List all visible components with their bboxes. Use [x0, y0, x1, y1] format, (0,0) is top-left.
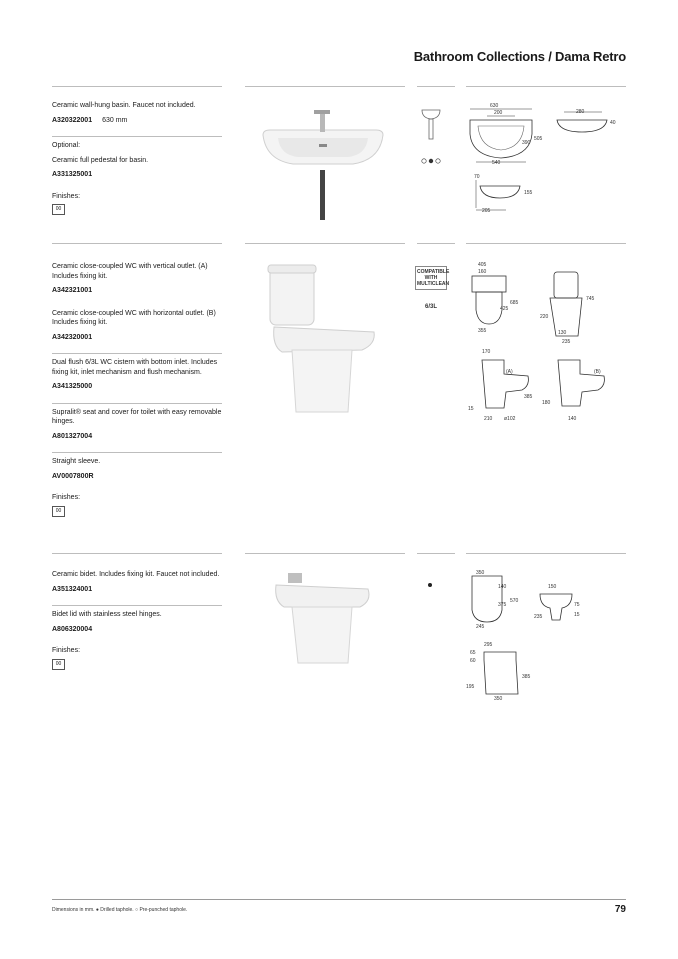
dim-label: 630	[490, 103, 499, 109]
product-code: A341325000	[52, 383, 93, 390]
dim-label: 280	[576, 109, 585, 115]
product-description: Bidet lid with stainless steel hinges.	[52, 611, 162, 618]
product-description: Dual flush 6/3L WC cistern with bottom inlet. Includes fixing kit, inlet mechanism and flush mechanism.	[52, 359, 218, 376]
dim-label: 155	[524, 190, 533, 196]
dim-label: 685	[510, 300, 519, 306]
dim-label: 210	[484, 416, 493, 422]
dim-label: 180	[542, 400, 551, 406]
section-rule	[417, 86, 455, 87]
product-block	[52, 404, 222, 454]
product-dimension: 630 mm	[102, 116, 128, 124]
bidet-photo	[268, 565, 378, 670]
dim-label: 220	[540, 314, 549, 320]
dim-label: 200	[494, 110, 503, 116]
dim-label: 745	[586, 296, 595, 302]
dim-label: 140	[498, 584, 507, 590]
pedestal-icon	[418, 104, 444, 144]
product-code: A342321001	[52, 287, 93, 294]
dim-label: 60	[470, 658, 476, 664]
dim-label: 15	[468, 406, 474, 412]
dim-label: 75	[574, 602, 580, 608]
product-description: Ceramic close-coupled WC with horizontal outlet. (B) Includes fixing kit.	[52, 309, 216, 326]
dim-label: 570	[510, 598, 519, 604]
dim-label: 205	[482, 208, 491, 214]
wc-photo	[262, 262, 382, 417]
product-block	[52, 305, 222, 355]
section-rule	[52, 86, 222, 87]
dim-label: 40	[610, 120, 616, 126]
dim-label: 235	[534, 614, 543, 620]
product-block	[52, 97, 222, 137]
product-code: A342320001	[52, 333, 93, 341]
dim-label: 425	[500, 306, 509, 312]
dim-label: 130	[558, 330, 567, 336]
dim-label: ø102	[504, 416, 516, 422]
dim-label: 150	[548, 584, 557, 590]
section-rule	[466, 243, 626, 244]
finishes-label: Finishes:	[52, 192, 81, 200]
finish-swatch: 00	[52, 659, 65, 670]
footer-rule	[52, 899, 626, 900]
drilled-taphole-icon	[425, 580, 435, 590]
wc-text-column	[52, 258, 222, 523]
section-rule	[52, 553, 222, 554]
product-block	[52, 354, 222, 404]
section-rule	[52, 243, 222, 244]
page-title: Bathroom Collections / Dama Retro	[413, 49, 626, 64]
bidet-text-column	[52, 566, 222, 676]
section-rule	[245, 86, 405, 87]
basin-photo	[258, 100, 388, 225]
dim-label: 140	[568, 416, 577, 422]
product-block	[52, 606, 222, 676]
dim-label: 540	[492, 160, 501, 166]
optional-label: Optional:	[52, 142, 81, 149]
finishes-label: Finishes:	[52, 494, 81, 501]
product-code: A320322001 630 mm	[52, 116, 128, 124]
product-description: Supralit® seat and cover for toilet with easy removable hinges.	[52, 408, 222, 425]
product-block	[52, 566, 222, 606]
basin-text-column	[52, 97, 222, 221]
dim-label: 385	[524, 394, 533, 400]
dim-label: 350	[494, 696, 503, 702]
dim-label: 70	[474, 174, 480, 180]
product-description: Ceramic bidet. Includes fixing kit. Faucet not included.	[52, 571, 220, 578]
product-code: AV0007800R	[52, 472, 94, 480]
pedestal-icon-area	[418, 104, 444, 168]
product-code: A351324001	[52, 585, 93, 593]
dim-label: 405	[478, 262, 487, 268]
dim-label: 245	[476, 624, 485, 630]
product-block	[52, 453, 222, 523]
dim-label: 195	[466, 684, 475, 690]
dim-label: 160	[478, 269, 487, 275]
dim-label: 170	[482, 349, 491, 355]
dim-label: 15	[574, 612, 580, 618]
finish-swatch: 00	[52, 506, 65, 517]
finishes-label: Finishes:	[52, 647, 81, 654]
dim-label: (B)	[594, 369, 601, 375]
wc-drawing	[462, 258, 632, 428]
section-rule	[417, 243, 455, 244]
product-block	[52, 258, 222, 296]
section-rule	[245, 553, 405, 554]
dim-label: 355	[478, 328, 487, 334]
section-rule	[466, 553, 626, 554]
dim-label: 350	[476, 570, 485, 576]
product-description: Ceramic wall-hung basin. Faucet not included.	[52, 102, 196, 109]
product-code: A331325001	[52, 171, 93, 178]
dim-label: 385	[522, 674, 531, 680]
dim-label: (A)	[506, 369, 513, 375]
dim-label: 235	[562, 339, 571, 345]
product-block	[52, 137, 222, 221]
section-rule	[466, 86, 626, 87]
product-description: Ceramic close-coupled WC with vertical outlet. (A) Includes fixing kit.	[52, 263, 208, 280]
finish-swatch: 00	[52, 204, 65, 215]
basin-drawing	[462, 96, 632, 221]
page-number: 79	[614, 904, 626, 915]
dim-label: 505	[534, 136, 543, 142]
multiclean-badge: COMPATIBLE WITH MULTICLEAN	[415, 266, 447, 290]
bidet-drawing	[462, 566, 632, 706]
footer-note: Dimensions in mm. ● Drilled taphole. ○ Pre-punched taphole.	[52, 907, 188, 913]
section-rule	[245, 243, 405, 244]
dim-label: 390	[522, 140, 531, 146]
dim-label: 65	[470, 650, 476, 656]
product-description: Straight sleeve.	[52, 458, 101, 465]
dim-label: 375	[498, 602, 507, 608]
product-code: A806320004	[52, 625, 93, 633]
dim-label: 295	[484, 642, 493, 648]
product-code: A801327004	[52, 432, 93, 440]
product-description: Ceramic full pedestal for basin.	[52, 156, 149, 164]
dual-flush-label: 6/3L	[424, 304, 437, 310]
section-rule	[417, 553, 455, 554]
taphole-icon	[418, 156, 444, 166]
wc-icon-area	[415, 266, 450, 310]
